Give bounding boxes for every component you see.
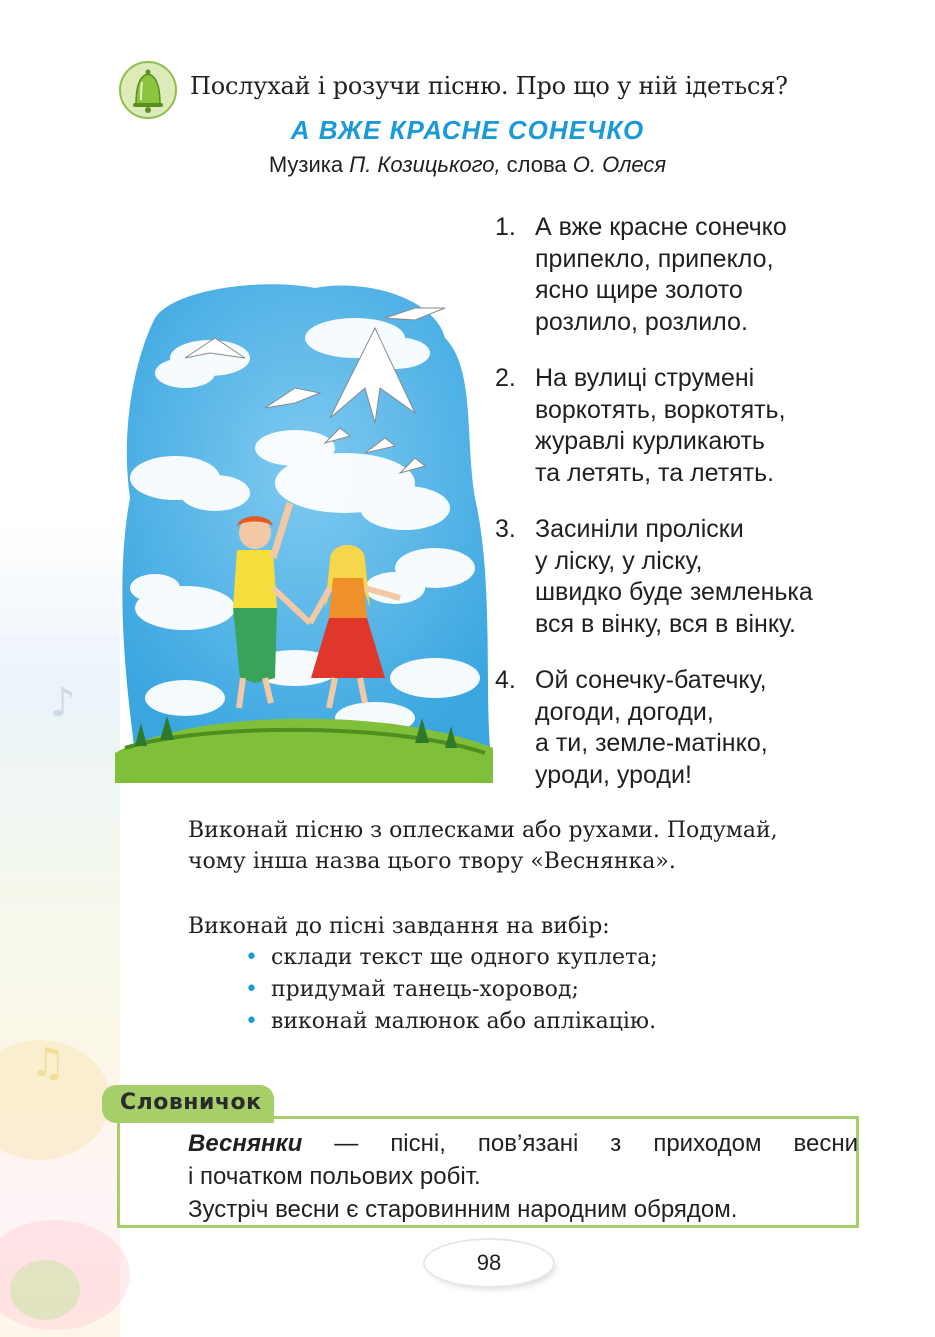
glossary-tab — [102, 1085, 274, 1123]
verse-line: ясно щире золото — [535, 276, 743, 304]
verse-line: розлило, розлило. — [535, 307, 748, 336]
glossary-word: пісні, — [390, 1130, 446, 1157]
task-option-text: виконай малюнок або аплікацію. — [271, 1009, 657, 1034]
bullet-icon: • — [245, 945, 258, 970]
verse-line: та летять, та летять. — [535, 458, 775, 487]
glossary-word: весни — [793, 1130, 858, 1157]
task-options-list — [245, 942, 658, 1038]
verse — [495, 363, 915, 489]
verse-line: воркотять, воркотять, — [535, 395, 786, 424]
list-item — [245, 942, 658, 974]
instruction-text: Послухай і розучи пісню. Про що у ній ідеться? — [190, 72, 788, 100]
verse-line: журавлі курликають — [535, 427, 765, 455]
poet-name: О. Олеся — [572, 152, 667, 177]
bullet-icon: • — [245, 1009, 258, 1034]
glossary-box — [117, 1116, 859, 1228]
page-number-badge — [425, 1240, 553, 1286]
verse-line: А вже красне сонечко — [535, 213, 787, 241]
verse-line: вся в вінку, вся в вінку. — [535, 609, 796, 638]
glossary-word: пов’язані — [477, 1130, 579, 1157]
verse-line: Ой сонечку-батечку, — [535, 666, 767, 694]
perform-task-line: Виконай пісню з оплесками або рухами. Подумай, — [188, 818, 778, 843]
music-note-icon: ♫ — [30, 1040, 66, 1086]
bell-icon — [118, 60, 178, 120]
task-option-text: придумай танець-хоровод; — [271, 977, 579, 1002]
verse-number: 4. — [495, 666, 516, 694]
music-note-icon: ♪ — [50, 680, 76, 726]
glossary-term: Веснянки — [188, 1130, 303, 1157]
song-illustration — [115, 278, 493, 783]
bullet-icon: • — [245, 977, 258, 1002]
verse-number: 1. — [495, 213, 516, 241]
verse — [495, 665, 915, 791]
decorative-side-strip — [0, 520, 120, 1337]
credits-music-label: Музика — [268, 152, 350, 177]
verse-line: догоди, догоди, — [535, 697, 714, 726]
verse-line: уроди, уроди! — [535, 760, 692, 789]
credits-words-label: слова — [500, 152, 573, 177]
verse-number: 2. — [495, 364, 516, 392]
glossary-tab-label: Словничок — [120, 1090, 262, 1115]
verse-line: швидко буде земленька — [535, 578, 813, 606]
glossary-text — [188, 1127, 858, 1226]
glossary-line — [188, 1127, 858, 1160]
glossary-word: з — [610, 1130, 622, 1157]
song-verses — [495, 212, 915, 816]
choose-task-intro: Виконай до пісні завдання на вибір: — [188, 914, 610, 939]
verse — [495, 212, 915, 338]
glossary-line: і початком польових робіт. — [188, 1163, 481, 1190]
song-title: А ВЖЕ КРАСНЕ СОНЕЧКО — [290, 115, 645, 145]
list-item — [245, 974, 658, 1006]
composer-name: П. Козицького, — [349, 152, 501, 177]
perform-task — [188, 815, 888, 877]
verse-line: припекло, припекло, — [535, 244, 774, 273]
verse-line: На вулиці струмені — [535, 364, 755, 392]
list-item — [245, 1006, 658, 1038]
page-number: 98 — [476, 1250, 502, 1275]
glossary-line: Зустріч весни є старовинним народним обрядом. — [188, 1196, 738, 1223]
glossary-word: приходом — [653, 1130, 762, 1157]
verse-line: у ліску, у ліску, — [535, 546, 703, 575]
verse-line: Засиніли проліски — [535, 515, 744, 543]
verse-number: 3. — [495, 515, 516, 543]
verse — [495, 514, 915, 640]
song-credits — [0, 152, 935, 178]
decorative-blob — [10, 1260, 80, 1320]
glossary-word: — — [334, 1130, 359, 1157]
perform-task-line: чому інша назва цього твору «Веснянка». — [188, 849, 676, 874]
verse-line: а ти, земле-матінко, — [535, 729, 768, 757]
task-option-text: склади текст ще одного куплета; — [271, 945, 658, 970]
